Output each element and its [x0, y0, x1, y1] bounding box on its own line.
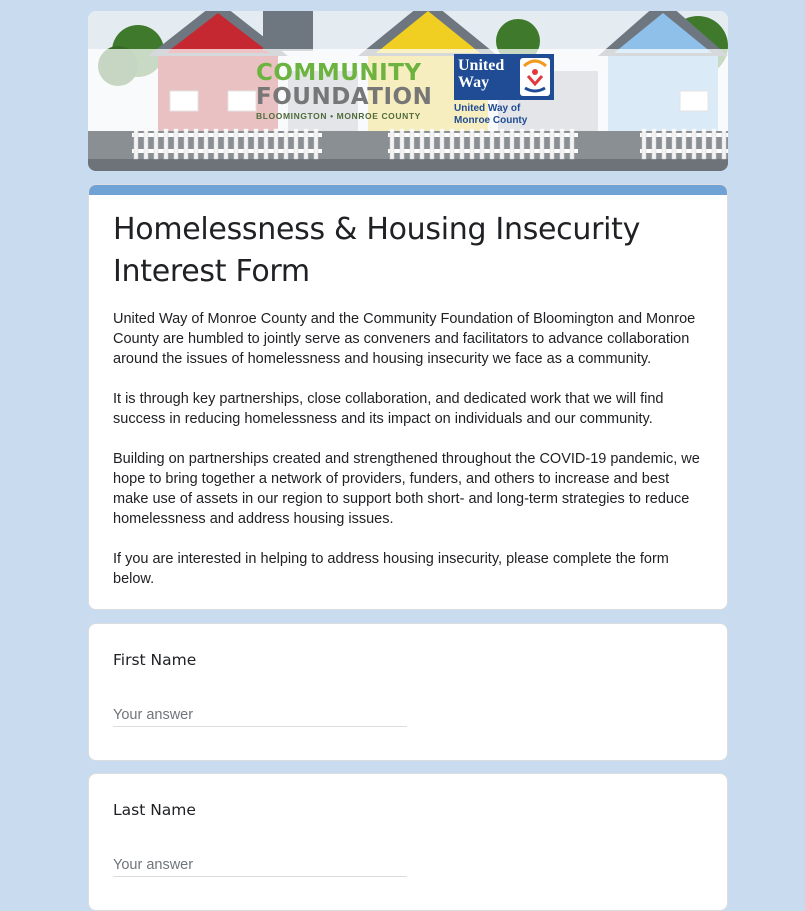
question-label-last-name: Last Name	[113, 801, 196, 819]
last-name-input[interactable]	[113, 854, 407, 877]
united-way-name: United Way	[458, 57, 505, 91]
question-card-first-name	[88, 623, 728, 761]
form-header-card	[88, 184, 728, 610]
united-way-subtitle: United Way of Monroe County	[454, 103, 528, 126]
cf-logo-line2: FOUNDATION	[256, 84, 433, 110]
united-way-emblem-icon	[520, 58, 550, 96]
question-card-last-name	[88, 773, 728, 911]
description-paragraph: Building on partnerships created and strengthened throughout the COVID-19 pandemic, we hope to bring together a network of providers, funders, and others to increase and best make use of assets in our region to support both short- and long-term strategies to reduce homelessness and address housing issues.	[113, 451, 700, 527]
question-label-first-name: First Name	[113, 651, 197, 669]
united-way-logo	[454, 54, 558, 127]
description-paragraph: It is through key partnerships, close collaboration, and dedicated work that we will find success in reducing homelessness and its impact on individuals and our community.	[113, 391, 664, 427]
community-foundation-logo	[256, 61, 438, 121]
description-paragraph: If you are interested in helping to address housing insecurity, please complete the form below.	[113, 551, 669, 587]
form-description	[113, 309, 703, 589]
description-paragraph: United Way of Monroe County and the Community Foundation of Bloomington and Monroe County are humbled to jointly serve as conveners and facilitators to advance collaboration around the issues of homelessness and housing insecurity we face as a community.	[113, 311, 696, 367]
united-way-badge	[454, 54, 554, 100]
cf-logo-line3: BLOOMINGTON • MONROE COUNTY	[256, 111, 421, 121]
header-banner	[88, 11, 728, 171]
accent-bar	[89, 185, 727, 195]
first-name-input[interactable]	[113, 704, 407, 727]
form-title: Homelessness & Housing Insecurity Interest Form	[113, 212, 641, 289]
cf-logo-line1: COMMUNITY	[256, 60, 422, 86]
